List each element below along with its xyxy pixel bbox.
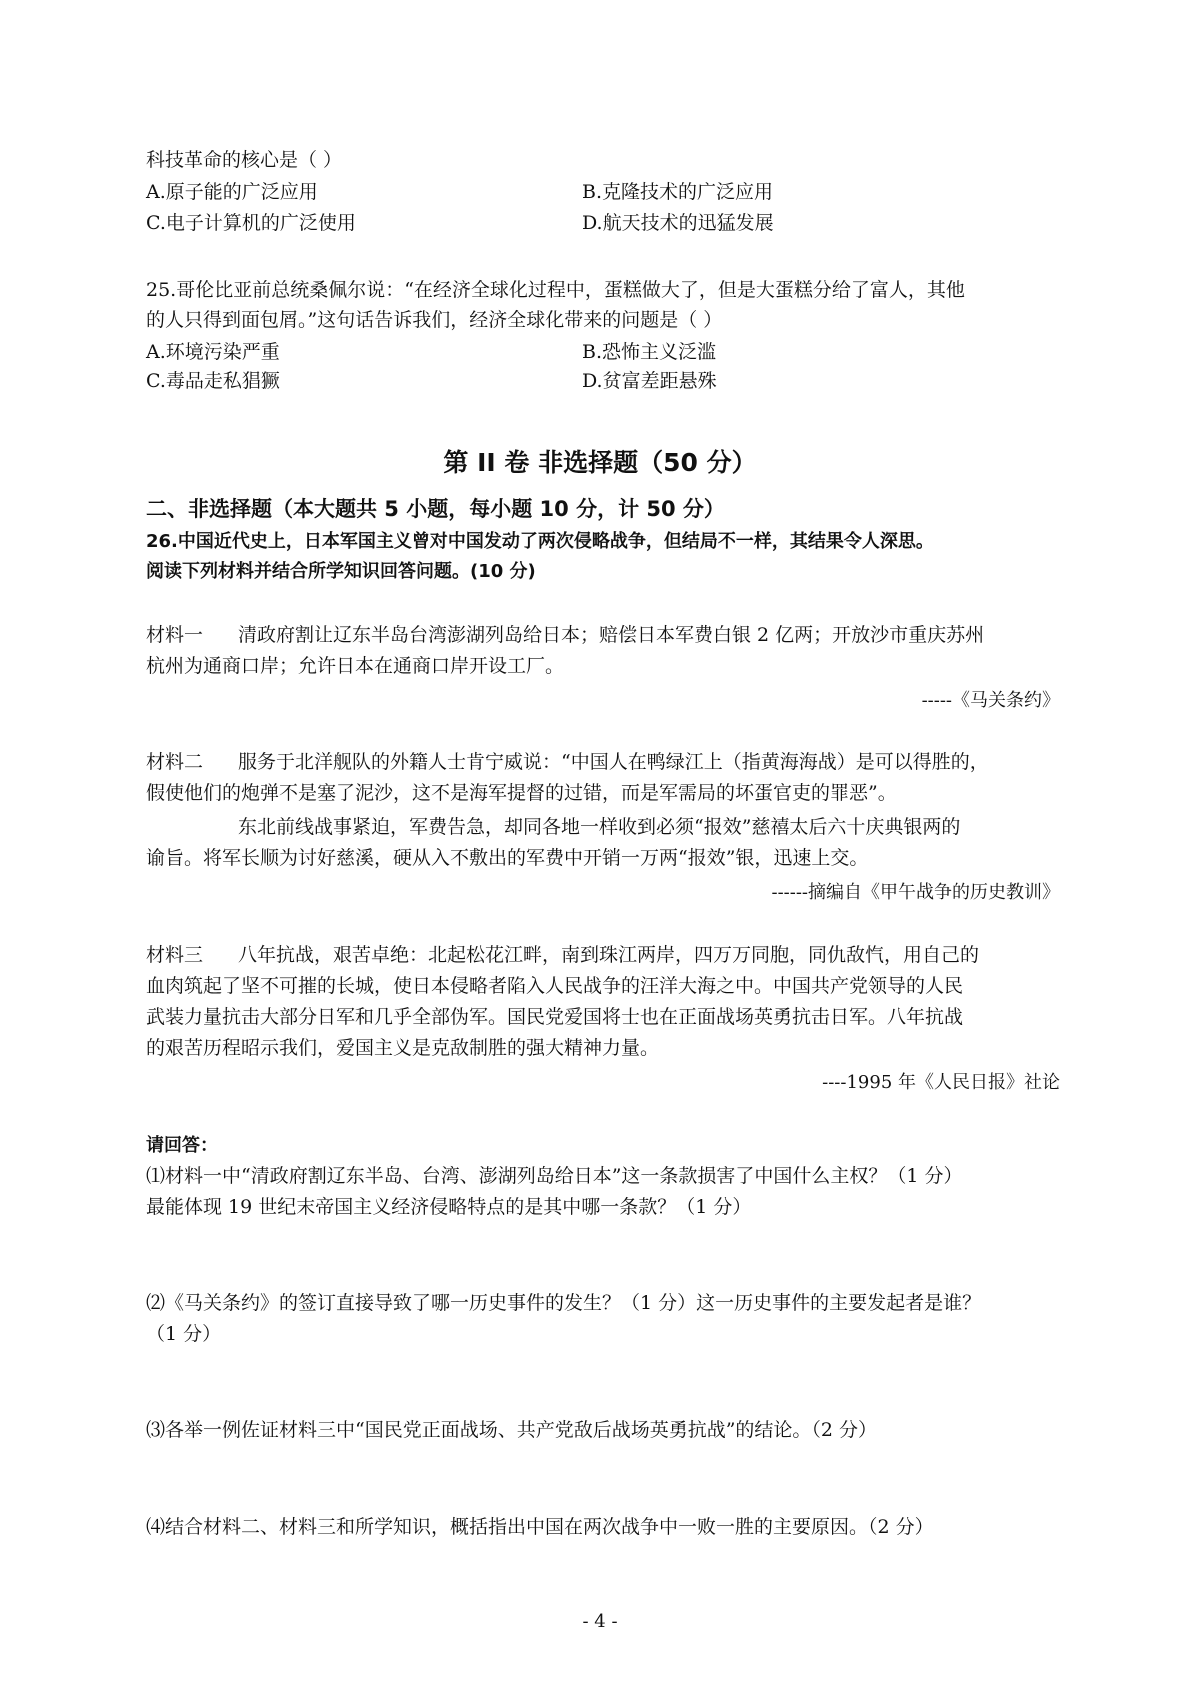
material3-line4: 的艰苦历程昭示我们，爱国主义是克敌制胜的强大精神力量。: [146, 1037, 660, 1059]
q25-stem-line2: 的人只得到面包屑。”这句话告诉我们，经济全球化带来的问题是（ ）: [146, 309, 723, 331]
q25-option-a: A.环境污染严重: [146, 341, 280, 363]
material2-line2: 假使他们的炮弹不是塞了泥沙，这不是海军提督的过错，而是军需局的坏蛋官吏的罪恶”。: [146, 782, 897, 804]
subquestion-3: ⑶各举一例佐证材料三中“国民党正面战场、共产党敌后战场英勇抗战”的结论。（2 分）: [146, 1419, 878, 1441]
q24-option-d: D.航天技术的迅猛发展: [582, 212, 774, 234]
material2-source: ------摘编自《甲午战争的历史教训》: [771, 882, 1060, 903]
page-number: - 4 -: [582, 1611, 618, 1632]
material1-source: -----《马关条约》: [921, 690, 1060, 711]
material1-line2: 杭州为通商口岸；允许日本在通商口岸开设工厂。: [146, 655, 565, 677]
material2-line4: 谕旨。将军长顺为讨好慈溪，硬从入不敷出的军费中开销一万两“报效”银，迅速上交。: [146, 847, 869, 869]
q25-option-d: D.贫富差距悬殊: [582, 370, 717, 392]
subquestion-4: ⑷结合材料二、材料三和所学知识，概括指出中国在两次战争中一败一胜的主要原因。（2 分）: [146, 1516, 934, 1538]
subquestion-2-line2: （1 分）: [146, 1323, 222, 1345]
material3-line1: 八年抗战，艰苦卓绝：北起松花江畔，南到珠江两岸，四万万同胞，同仇敌忾，用自己的: [238, 944, 980, 966]
q24-option-a: A.原子能的广泛应用: [146, 181, 318, 203]
subquestion-1-line2: 最能体现 19 世纪末帝国主义经济侵略特点的是其中哪一条款？（1 分）: [146, 1196, 752, 1218]
material2-line3: 东北前线战事紧迫，军费告急，却同各地一样收到必须“报效”慈禧太后六十庆典银两的: [238, 816, 961, 838]
answer-prompt: 请回答：: [146, 1135, 218, 1156]
material1-label: 材料一: [146, 624, 204, 646]
q26-intro-line2: 阅读下列材料并结合所学知识回答问题。(10 分): [146, 561, 536, 582]
q25-option-b: B.恐怖主义泛滥: [582, 341, 717, 363]
q25-stem-line1: 25.哥伦比亚前总统桑佩尔说：“在经济全球化过程中，蛋糕做大了，但是大蛋糕分给了富人，其他: [146, 279, 965, 301]
material3-line3: 武装力量抗击大部分日军和几乎全部伪军。国民党爱国将士也在正面战场英勇抗击日军。八年抗战: [146, 1006, 964, 1028]
q24-option-b: B.克隆技术的广泛应用: [582, 181, 774, 203]
subquestion-2-line1: ⑵《马关条约》的签订直接导致了哪一历史事件的发生？（1 分）这一历史事件的主要发起者是谁？: [146, 1292, 982, 1314]
material3-label: 材料三: [146, 944, 204, 966]
section-heading: 二、非选择题（本大题共 5 小题，每小题 10 分，计 50 分）: [146, 497, 725, 521]
material3-source: ----1995 年《人民日报》社论: [822, 1072, 1060, 1093]
material2-label: 材料二: [146, 751, 204, 773]
part2-title: 第 II 卷 非选择题（50 分）: [443, 448, 757, 477]
material2-line1: 服务于北洋舰队的外籍人士肯宁威说：“中国人在鸭绿江上（指黄海海战）是可以得胜的，: [238, 751, 989, 773]
material1-line1: 清政府割让辽东半岛台湾澎湖列岛给日本；赔偿日本军费白银 2 亿两；开放沙市重庆苏州: [238, 624, 985, 646]
subquestion-1-line1: ⑴材料一中“清政府割辽东半岛、台湾、澎湖列岛给日本”这一条款损害了中国什么主权？（1 分）: [146, 1165, 963, 1187]
q26-intro-line1: 26.中国近代史上，日本军国主义曾对中国发动了两次侵略战争，但结局不一样，其结果令人深思。: [146, 531, 934, 552]
material3-line2: 血肉筑起了坚不可摧的长城，使日本侵略者陷入人民战争的汪洋大海之中。中国共产党领导的人民: [146, 975, 964, 997]
q25-option-c: C.毒品走私猖獗: [146, 370, 280, 392]
q24-stem: 科技革命的核心是（ ）: [146, 149, 343, 171]
q24-option-c: C.电子计算机的广泛使用: [146, 212, 356, 234]
